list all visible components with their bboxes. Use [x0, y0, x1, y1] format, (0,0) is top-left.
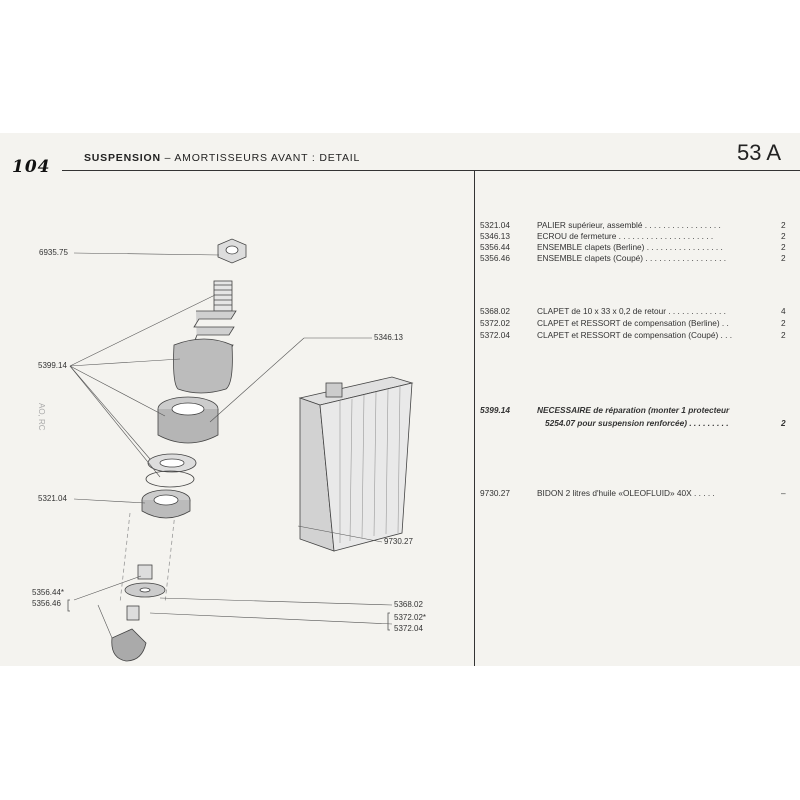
part-desc: 5254.07 pour suspension renforcée) . . . . . . . . . [545, 418, 729, 428]
part-desc: CLAPET et RESSORT de compensation (Berline) . . [537, 318, 729, 328]
catalog-page [0, 133, 800, 666]
part-desc: CLAPET et RESSORT de compensation (Coupé) . . . [537, 330, 733, 340]
part-ref: 5372.02 [480, 318, 510, 328]
part-ref: 5372.04 [480, 330, 510, 340]
part-ref: 5356.44 [480, 242, 510, 252]
part-qty: 2 [781, 318, 786, 328]
callout-oil-can: 9730.27 [384, 537, 413, 546]
part-desc: ENSEMBLE clapets (Coupé) . . . . . . . . . . . . . . . . . . [537, 253, 727, 263]
part-qty: – [781, 488, 786, 498]
part-desc: PALIER supérieur, assemblé . . . . . . . . . . . . . . . . . [537, 220, 721, 230]
part-qty: 4 [781, 306, 786, 316]
callout-valve-set-coupe: 5356.46 [32, 599, 61, 608]
part-qty: 2 [781, 253, 786, 263]
part-ref: 5399.14 [480, 405, 510, 415]
callout-return-valve: 5368.02 [394, 600, 423, 609]
section-subtitle: – AMORTISSEURS AVANT : DETAIL [164, 152, 361, 164]
upper-bearing-part [142, 490, 190, 518]
exploded-diagram [0, 133, 480, 666]
part-ref: 9730.27 [480, 488, 510, 498]
nut-part [218, 239, 246, 263]
oil-can-part [300, 377, 412, 551]
callout-closing-nut: 5346.13 [374, 333, 403, 342]
part-desc: CLAPET de 10 x 33 x 0,2 de retour . . . . . . . . . . . . . [537, 306, 726, 316]
part-qty: 2 [781, 231, 786, 241]
callout-valve-set-berline: 5356.44* [32, 588, 65, 597]
callout-bearing: 5321.04 [38, 494, 67, 503]
page-number: 53 A [737, 140, 782, 165]
part-desc: BIDON 2 litres d'huile «OLEOFLUID» 40X . . . . . [537, 488, 715, 498]
closing-nut-part [158, 397, 218, 443]
part-qty: 2 [781, 220, 786, 230]
part-ref: 5356.46 [480, 253, 510, 263]
callout-comp-valve-coupe: 5372.04 [394, 624, 423, 633]
part-ref: 5346.13 [480, 231, 510, 241]
part-qty: 2 [781, 242, 786, 252]
part-qty: 2 [781, 330, 786, 340]
callout-nut: 6935.75 [39, 248, 68, 257]
side-note: AO, RC [37, 403, 46, 431]
part-ref: 5368.02 [480, 306, 510, 316]
section-name: SUSPENSION [84, 152, 161, 164]
callout-comp-valve-berline: 5372.02* [394, 613, 427, 622]
callout-repair-kit: 5399.14 [38, 361, 67, 370]
bellows-part [174, 311, 237, 393]
part-desc: NECESSAIRE de réparation (monter 1 protecteur [537, 405, 730, 415]
model-logo: 104 [12, 157, 51, 177]
part-ref: 5321.04 [480, 220, 510, 230]
part-desc: ENSEMBLE clapets (Berline) . . . . . . . . . . . . . . . . . [537, 242, 723, 252]
part-qty: 2 [781, 418, 786, 428]
part-desc: ECROU de fermeture . . . . . . . . . . . . . . . . . . . . . [537, 231, 714, 241]
